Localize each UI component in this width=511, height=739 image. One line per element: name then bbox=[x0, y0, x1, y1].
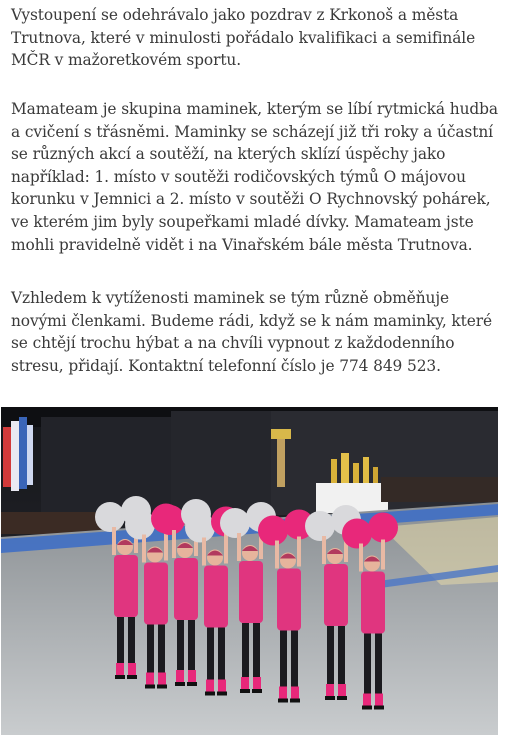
paragraph-intro: Vystoupení se odehrávalo jako pozdrav z Krkonoš a města Trutnova, které v minulosti pořádalo kvalifikaci a semifinále MČR v mažoretkovém sportu. bbox=[11, 6, 476, 70]
paragraph-mamateam: Mamateam je skupina maminek, kterým se líbí rytmická hudba a cvičení s třásněmi. Maminky se scházejí již tři roky a účastní se různých akcí a soutěží, na kterých sklízí úspěchy jako například: 1. místo v soutěži rodičovských týmů O májovou korunku v Jemnici a 2. místo v soutěži O Rychnovský pohárek, ve kterém jim byly soupeřkami mladé dívky. Mamateam jste mohli pravidelně vidět i na Vinařském bále města Trutnova. bbox=[11, 100, 498, 254]
paragraph-contact: Vzhledem k vytíženosti maminek se tým různě obměňuje novými členkami. Budeme rádi, když se k nám maminky, které se chtějí trochu hýbat a na chvíli vypnout z každodenního stresu, přidají. Kontaktní telefonní číslo je 774 849 523. bbox=[11, 289, 493, 375]
team-photo bbox=[1, 407, 498, 735]
flags-left bbox=[3, 417, 33, 491]
